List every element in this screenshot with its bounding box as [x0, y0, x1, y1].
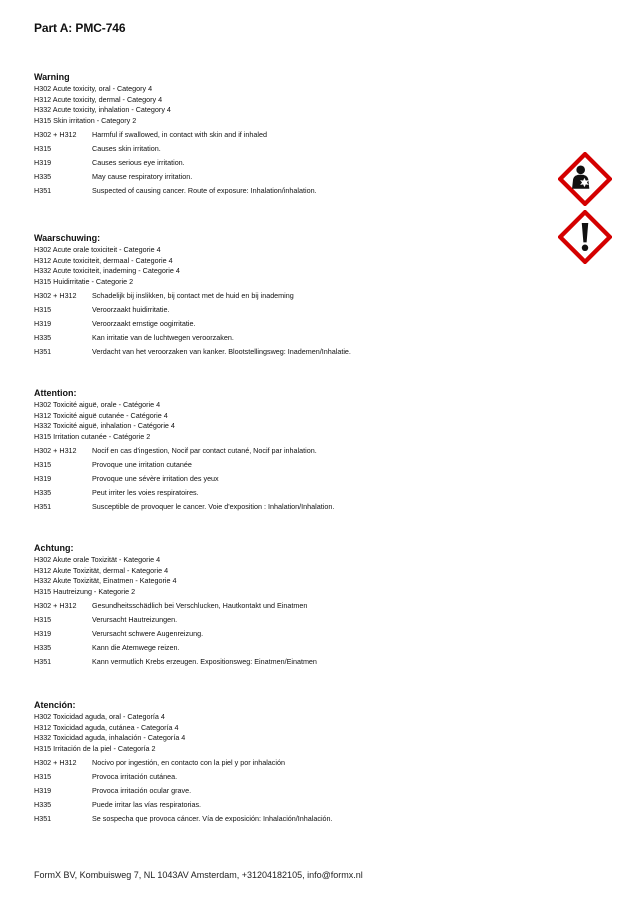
- ghs08-health-hazard-icon: [558, 152, 612, 206]
- hazard-statement: [34, 770, 554, 784]
- classification-line: H315 Irritation cutanée - Catégorie 2: [34, 431, 151, 441]
- hazard-code: H302 + H312: [34, 291, 77, 301]
- hazard-statement: [34, 500, 554, 514]
- hazard-section-nl: [34, 233, 554, 359]
- hazard-text: Peut irriter les voies respiratoires.: [92, 488, 199, 498]
- classification-line: H312 Toxicité aiguë cutanée - Catégorie 4: [34, 410, 168, 420]
- hazard-text: Susceptible de provoquer le cancer. Voie d'exposition : Inhalation/Inhalation.: [92, 502, 335, 512]
- hazard-text: May cause respiratory irritation.: [92, 172, 193, 182]
- hazard-text: Nocif en cas d'ingestion, Nocif par contact cutané, Nocif par inhalation.: [92, 446, 317, 456]
- hazard-statement: [34, 613, 554, 627]
- ghs-pictograms: [558, 152, 614, 268]
- classification-line: H332 Acute toxiciteit, inademing - Categorie 4: [34, 266, 180, 276]
- hazard-text: Se sospecha que provoca cáncer. Vía de exposición: Inhalación/Inhalación.: [92, 814, 333, 824]
- classification-line: H312 Acute toxiciteit, dermaal - Categorie 4: [34, 255, 173, 265]
- hazard-statement: [34, 156, 554, 170]
- hazard-statement: [34, 472, 554, 486]
- classification-line: H332 Toxicité aiguë, inhalation - Catégorie 4: [34, 421, 175, 431]
- hazard-code: H351: [34, 502, 52, 512]
- classification-line: H312 Akute Toxizität, dermal - Kategorie 4: [34, 565, 169, 575]
- hazard-statement: [34, 641, 554, 655]
- hazard-text: Verursacht Hautreizungen.: [92, 615, 178, 625]
- hazard-statement: [34, 655, 554, 669]
- hazard-text: Causes skin irritation.: [92, 144, 161, 154]
- hazard-statement: [34, 458, 554, 472]
- hazard-code: H319: [34, 158, 52, 168]
- hazard-code: H315: [34, 772, 52, 782]
- hazard-statement: [34, 798, 554, 812]
- classification-line: H302 Toxicité aiguë, orale - Catégorie 4: [34, 400, 161, 409]
- hazard-text: Schadelijk bij inslikken, bij contact met de huid en bij inademing: [92, 291, 294, 301]
- hazard-text: Provoque une sévère irritation des yeux: [92, 474, 219, 484]
- hazard-statement: [34, 303, 554, 317]
- signal-word: Attention:: [34, 388, 77, 398]
- hazard-code: H302 + H312: [34, 130, 77, 140]
- hazard-code: H335: [34, 488, 52, 498]
- hazard-statement: [34, 345, 554, 359]
- hazard-statement: [34, 317, 554, 331]
- classification-line: H302 Acute toxicity, oral - Category 4: [34, 84, 153, 93]
- hazard-text: Verursacht schwere Augenreizung.: [92, 629, 204, 639]
- hazard-text: Kann die Atemwege reizen.: [92, 643, 180, 653]
- hazard-code: H335: [34, 333, 52, 343]
- hazard-section-de: [34, 543, 554, 669]
- signal-word: Waarschuwing:: [34, 233, 101, 243]
- classification-line: H332 Acute toxicity, inhalation - Category 4: [34, 105, 171, 115]
- company-footer: FormX BV, Kombuisweg 7, NL 1043AV Amsterdam, +31204182105, info@formx.nl: [34, 870, 363, 880]
- hazard-section-es: [34, 700, 554, 826]
- hazard-statement: [34, 444, 554, 458]
- hazard-code: H335: [34, 643, 52, 653]
- hazard-statement: [34, 289, 554, 303]
- hazard-code: H351: [34, 814, 52, 824]
- hazard-code: H319: [34, 629, 52, 639]
- hazard-text: Causes serious eye irritation.: [92, 158, 185, 168]
- classification-line: H312 Acute toxicity, dermal - Category 4: [34, 94, 163, 104]
- hazard-code: H315: [34, 305, 52, 315]
- classification-line: H302 Toxicidad aguda, oral - Categoría 4: [34, 712, 165, 721]
- hazard-text: Nocivo por ingestión, en contacto con la piel y por inhalación: [92, 758, 285, 768]
- signal-word: Warning: [34, 72, 70, 82]
- hazard-statement: [34, 599, 554, 613]
- hazard-code: H302 + H312: [34, 601, 77, 611]
- signal-word: Atención:: [34, 700, 76, 710]
- hazard-code: H335: [34, 172, 52, 182]
- hazard-statement: [34, 331, 554, 345]
- hazard-text: Veroorzaakt huidirritatie.: [92, 305, 170, 315]
- hazard-statement: [34, 170, 554, 184]
- hazard-text: Provoque une irritation cutanée: [92, 460, 192, 470]
- classification-line: H302 Akute orale Toxizität - Kategorie 4: [34, 555, 161, 564]
- classification-line: H312 Toxicidad aguda, cutánea - Categoría 4: [34, 722, 179, 732]
- hazard-code: H351: [34, 347, 52, 357]
- hazard-statement: [34, 128, 554, 142]
- hazard-code: H302 + H312: [34, 446, 77, 456]
- hazard-text: Suspected of causing cancer. Route of exposure: Inhalation/inhalation.: [92, 186, 317, 196]
- ghs07-exclamation-mark-icon: [558, 210, 612, 264]
- page-title: Part A: PMC-746: [34, 21, 126, 35]
- hazard-code: H319: [34, 319, 52, 329]
- classification-line: H315 Huidirritatie - Categorie 2: [34, 276, 134, 286]
- hazard-code: H302 + H312: [34, 758, 77, 768]
- classification-line: H315 Skin irritation - Category 2: [34, 115, 137, 125]
- hazard-statement: [34, 142, 554, 156]
- hazard-code: H335: [34, 800, 52, 810]
- hazard-text: Harmful if swallowed, in contact with skin and if inhaled: [92, 130, 267, 140]
- hazard-code: H351: [34, 186, 52, 196]
- hazard-text: Provoca irritación ocular grave.: [92, 786, 192, 796]
- signal-word: Achtung:: [34, 543, 74, 553]
- hazard-text: Verdacht van het veroorzaken van kanker. Blootstellingsweg: Inademen/Inhalatie.: [92, 347, 351, 357]
- classification-line: H315 Hautreizung - Kategorie 2: [34, 586, 136, 596]
- hazard-text: Kan irritatie van de luchtwegen veroorzaken.: [92, 333, 234, 343]
- hazard-statement: [34, 756, 554, 770]
- classification-line: H332 Akute Toxizität, Einatmen - Kategorie 4: [34, 576, 177, 586]
- hazard-code: H319: [34, 786, 52, 796]
- hazard-statement: [34, 184, 554, 198]
- classification-line: H302 Acute orale toxiciteit - Categorie 4: [34, 245, 161, 254]
- hazard-text: Puede irritar las vías respiratorias.: [92, 800, 202, 810]
- hazard-statement: [34, 627, 554, 641]
- hazard-code: H315: [34, 615, 52, 625]
- hazard-code: H315: [34, 144, 52, 154]
- hazard-text: Gesundheitsschädlich bei Verschlucken, Hautkontakt und Einatmen: [92, 601, 308, 611]
- hazard-text: Provoca irritación cutánea.: [92, 772, 178, 782]
- hazard-code: H319: [34, 474, 52, 484]
- hazard-statement: [34, 784, 554, 798]
- hazard-statement: [34, 486, 554, 500]
- hazard-statement: [34, 812, 554, 826]
- classification-line: H315 Irritación de la piel - Categoría 2: [34, 743, 156, 753]
- hazard-code: H351: [34, 657, 52, 667]
- classification-line: H332 Toxicidad aguda, inhalación - Categoría 4: [34, 733, 186, 743]
- hazard-text: Veroorzaakt ernstige oogirritatie.: [92, 319, 196, 329]
- hazard-section-en: [34, 72, 554, 198]
- hazard-section-fr: [34, 388, 554, 514]
- hazard-text: Kann vermutlich Krebs erzeugen. Expositionsweg: Einatmen/Einatmen: [92, 657, 317, 667]
- hazard-code: H315: [34, 460, 52, 470]
